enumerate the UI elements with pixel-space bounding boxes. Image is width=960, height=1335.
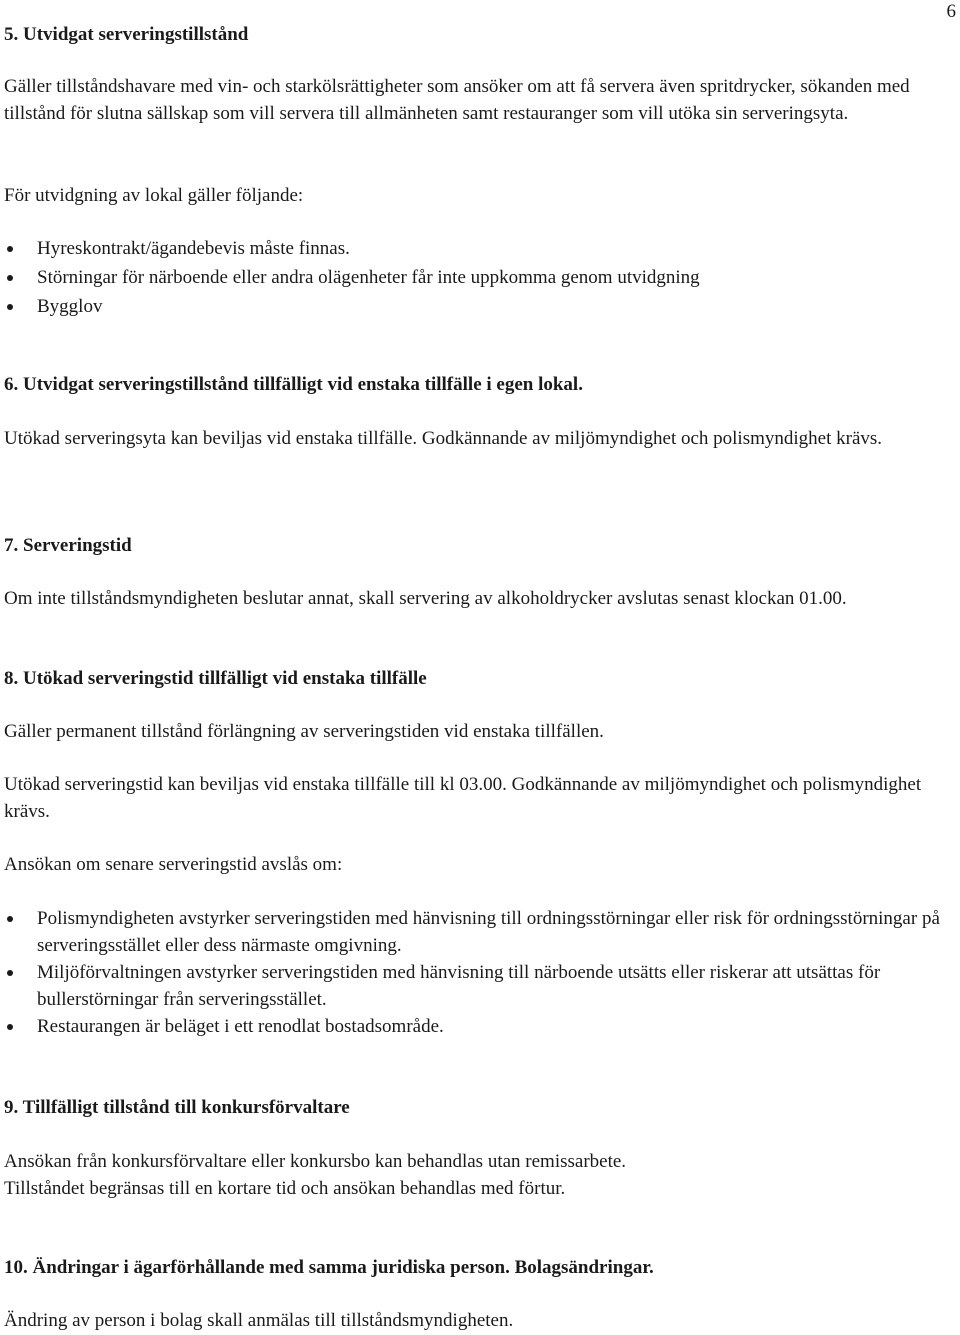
section-9-line-1: Ansökan från konkursförvaltare eller konkursbo kan behandlas utan remissarbete. [4, 1151, 627, 1172]
section-7-heading: 7. Serveringstid [4, 535, 132, 556]
list-item: Restaurangen är beläget i ett renodlat bostadsområde. [4, 1013, 960, 1040]
section-10-heading: 10. Ändringar i ägarförhållande med samma juridiska person. Bolagsändringar. [4, 1257, 654, 1278]
section-6-heading: 6. Utvidgat serveringstillstånd tillfälligt vid enstaka tillfälle i egen lokal. [4, 374, 583, 395]
section-8-heading: 8. Utökad serveringstid tillfälligt vid enstaka tillfälle [4, 668, 427, 689]
section-8-paragraph-3: Ansökan om senare serveringstid avslås om: [4, 854, 343, 875]
list-item: Bygglov [4, 293, 960, 322]
section-5-intro: För utvidgning av lokal gäller följande: [4, 185, 304, 206]
section-9-heading: 9. Tillfälligt tillstånd till konkursförvaltare [4, 1097, 350, 1118]
section-5-heading: 5. Utvidgat serveringstillstånd [4, 24, 249, 45]
section-8-paragraph-2: Utökad serveringstid kan beviljas vid enstaka tillfälle till kl 03.00. Godkännande av miljömyndighet och polismyndighet krävs. [4, 774, 922, 822]
section-7-paragraph: Om inte tillståndsmyndigheten beslutar annat, skall servering av alkoholdrycker avslutas senast klockan 01.00. [4, 588, 847, 609]
section-10-paragraph: Ändring av person i bolag skall anmälas till tillståndsmyndigheten. [4, 1310, 514, 1331]
section-6-paragraph: Utökad serveringsyta kan beviljas vid enstaka tillfälle. Godkännande av miljömyndighet och polismyndighet krävs. [4, 428, 883, 449]
page-number: 6 [946, 1, 956, 22]
list-item: Miljöförvaltningen avstyrker serveringstiden med hänvisning till närboende utsätts eller riskerar att utsättas för bullerstörningar från serveringsstället. [4, 959, 960, 1013]
list-item: Hyreskontrakt/ägandebevis måste finnas. [4, 235, 960, 264]
section-8-paragraph-1: Gäller permanent tillstånd förlängning av serveringstiden vid enstaka tillfällen. [4, 721, 604, 742]
section-8-bullet-list [4, 905, 960, 1040]
list-item: Störningar för närboende eller andra olägenheter får inte uppkomma genom utvidgning [4, 264, 960, 293]
section-5-paragraph: Gäller tillståndshavare med vin- och starkölsrättigheter som ansöker om att få servera även spritdrycker, sökanden med tillstånd för slutna sällskap som vill servera till allmänheten samt restauranger som vill utöka sin serveringsyta. [4, 76, 910, 124]
section-9-line-2: Tillståndet begränsas till en kortare tid och ansökan behandlas med förtur. [4, 1178, 566, 1199]
section-5-bullet-list [4, 235, 960, 322]
list-item: Polismyndigheten avstyrker serveringstiden med hänvisning till ordningsstörningar eller risk för ordningsstörningar på serveringsstället eller dess närmaste omgivning. [4, 905, 960, 959]
